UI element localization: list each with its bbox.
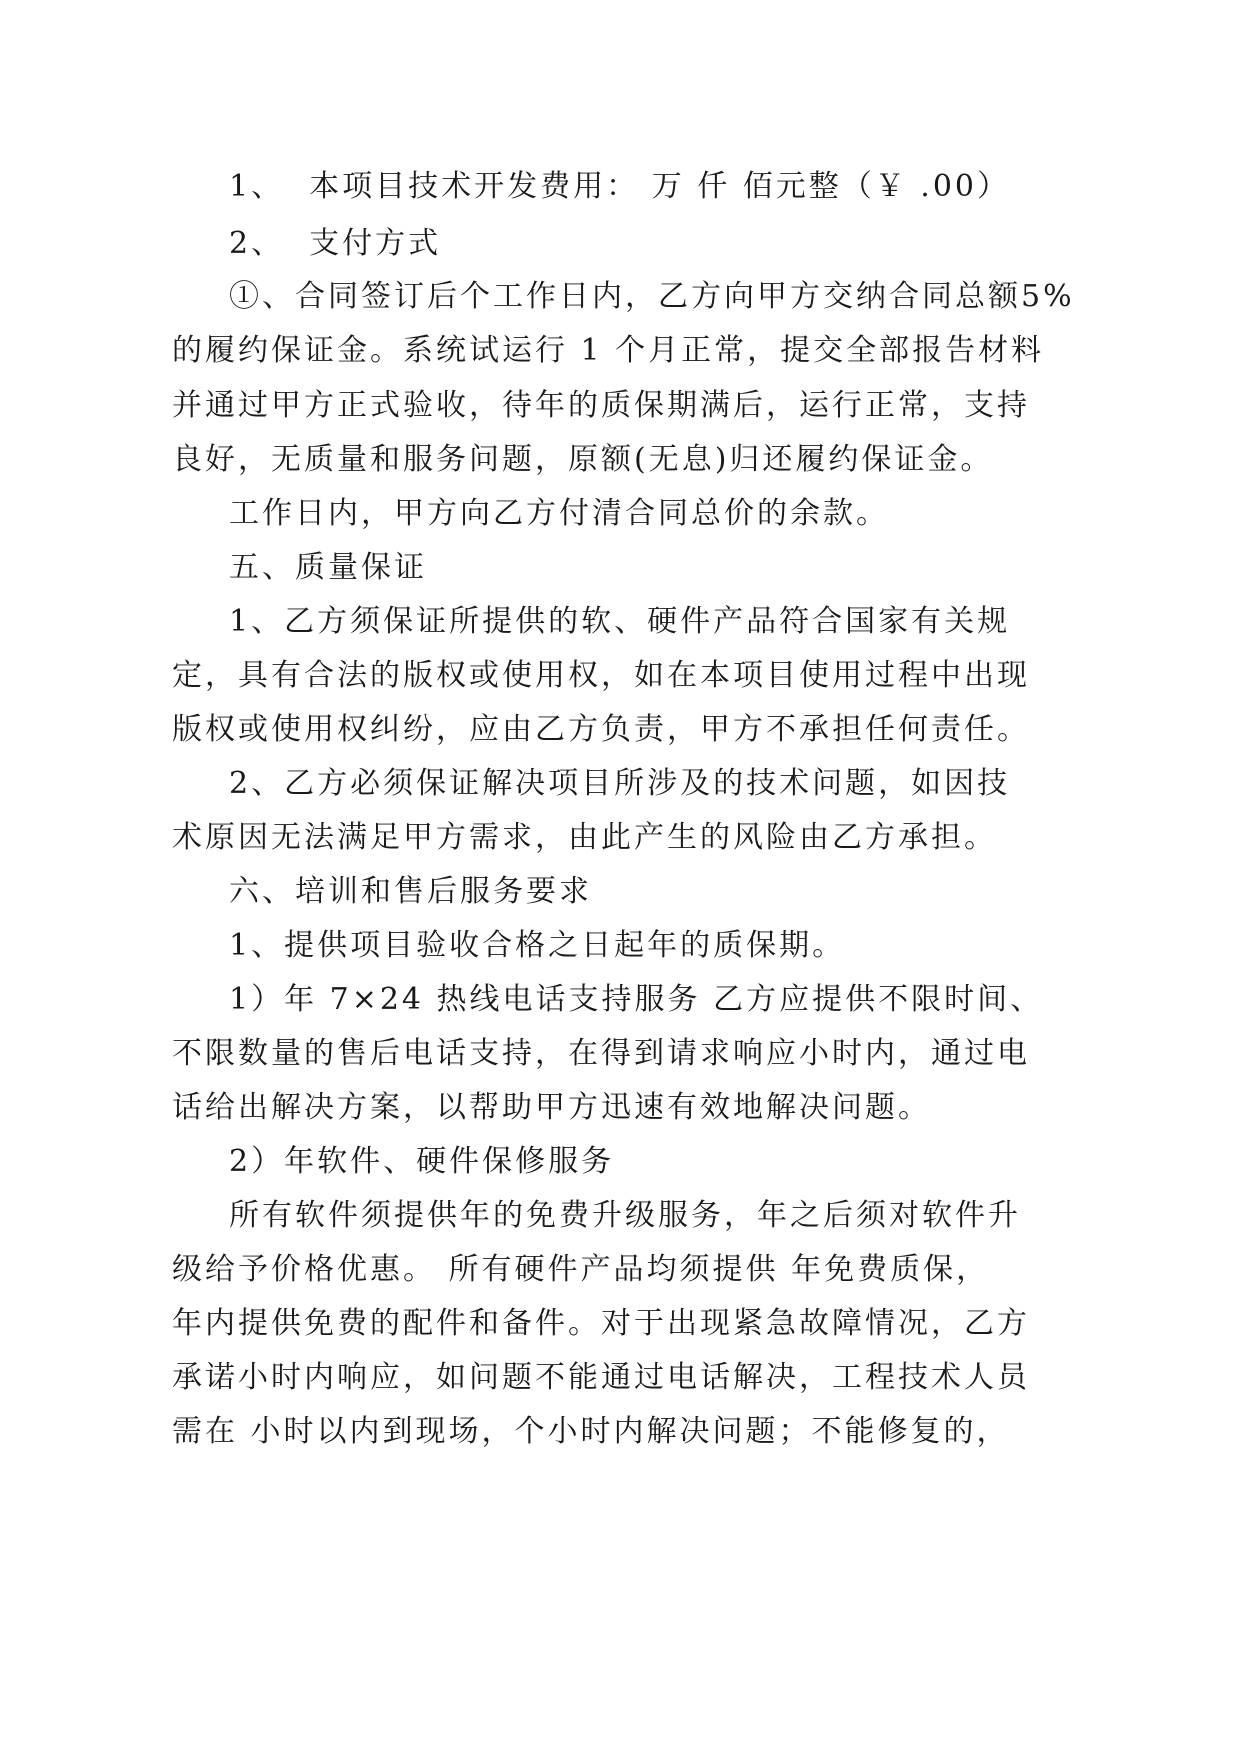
text-line-repair-3: 年内提供免费的配件和备件。对于出现紧急故障情况，乙方 [172,1306,1030,1341]
text-line-fee: 1、 本项目技术开发费用： 万 仟 佰元整（￥ .00） [229,169,1011,204]
text-line-repair-2: 级给予价格优惠。 所有硬件产品均须提供 年免费质保， [172,1252,990,1287]
text-line-quality-1a: 1、乙方须保证所提供的软、硬件产品符合国家有关规 [229,604,1011,639]
text-line-quality-2b: 术原因无法满足甲方需求，由此产生的风险由乙方承担。 [172,820,997,855]
text-line-hotline-2: 不限数量的售后电话支持，在得到请求响应小时内，通过电 [172,1036,1030,1071]
section-heading-training: 六、培训和售后服务要求 [229,874,592,909]
text-line-deposit-2: 的履约保证金。系统试运行 1 个月正常，提交全部报告材料 [172,333,1045,368]
text-line-deposit-4: 良好，无质量和服务问题，原额(无息)归还履约保证金。 [172,442,994,477]
section-heading-quality: 五、质量保证 [229,550,427,585]
text-line-repair-4: 承诺小时内响应，如问题不能通过电话解决，工程技术人员 [172,1360,1030,1395]
text-line-quality-1c: 版权或使用权纠纷，应由乙方负责，甲方不承担任何责任。 [172,712,1030,747]
text-line-balance: 工作日内，甲方向乙方付清合同总价的余款。 [229,496,889,531]
text-line-hotline-1: 1）年 7×24 热线电话支持服务 乙方应提供不限时间、 [229,982,1044,1017]
text-line-hotline-3: 话给出解决方案，以帮助甲方迅速有效地解决问题。 [172,1090,931,1125]
text-line-repair-1: 所有软件须提供年的免费升级服务，年之后须对软件升 [229,1198,1021,1233]
text-line-repair-5: 需在 小时以内到现场，个小时内解决问题；不能修复的， [172,1414,1010,1449]
text-line-warranty: 1、提供项目验收合格之日起年的质保期。 [229,928,846,963]
text-line-deposit-1: ①、合同签订后个工作日内，乙方向甲方交纳合同总额5% [229,279,1075,314]
text-line-quality-1b: 定，具有合法的版权或使用权，如在本项目使用过程中出现 [172,658,1030,693]
text-line-quality-2a: 2、乙方必须保证解决项目所涉及的技术问题，如因技 [229,766,1011,801]
text-line-payment-heading: 2、 支付方式 [229,226,442,261]
text-line-deposit-3: 并通过甲方正式验收，待年的质保期满后，运行正常，支持 [172,388,1030,423]
text-line-repair-heading: 2）年软件、硬件保修服务 [229,1144,615,1179]
